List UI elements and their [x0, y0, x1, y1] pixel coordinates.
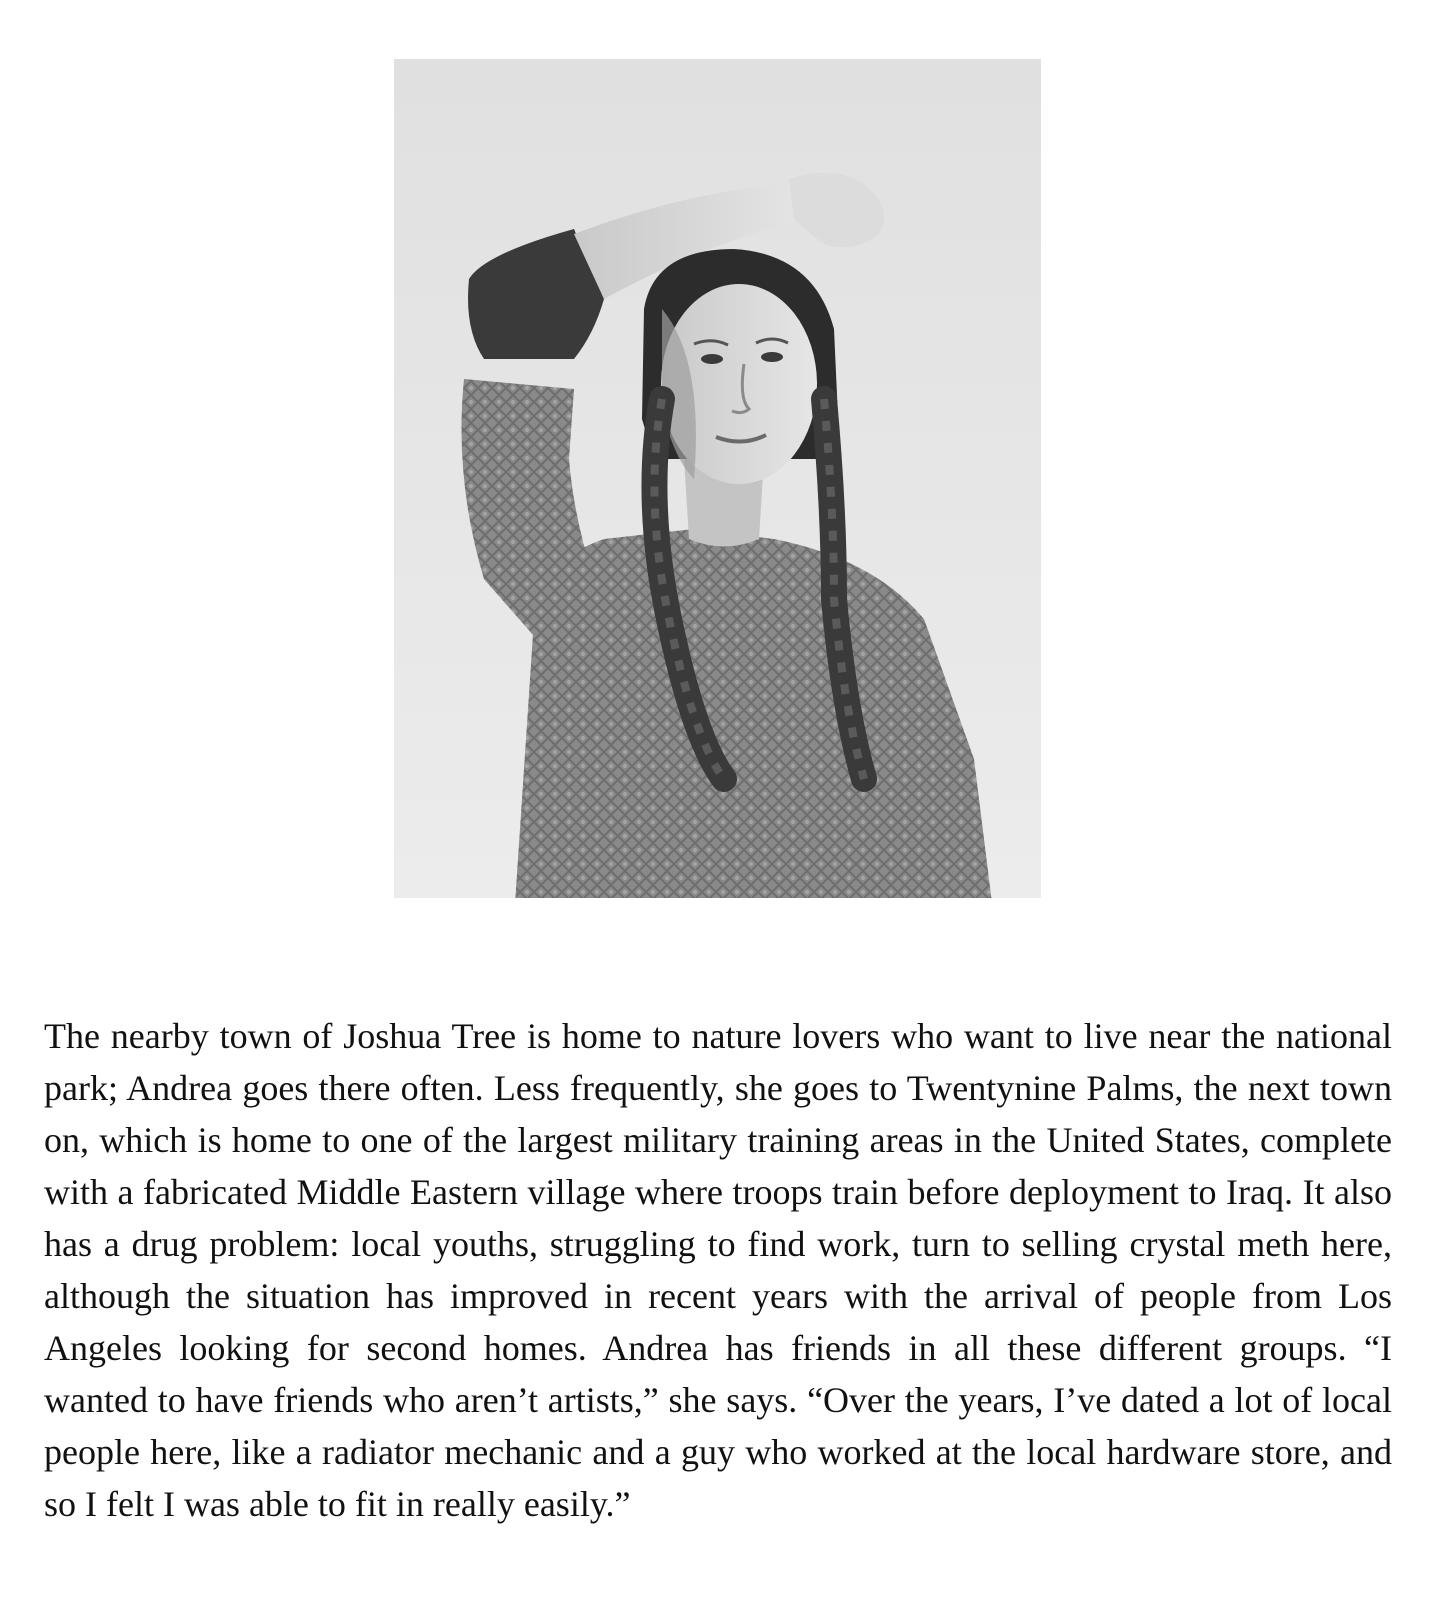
article-paragraph: The nearby town of Joshua Tree is home to nature lovers who want to live near the national park; Andrea goes there often. Less frequently, she goes to Twentynine Palms, the next town on, which is home to one of the largest military training areas in the United States, complete with a fabricated Middle Eastern village where troops train before deployment to Iraq. It also has a drug problem: local youths, struggling to find work, turn to selling crystal meth here, although the situation has improved in recent years with the arrival of people from Los Angeles looking for second homes. Andrea has friends in all these different groups. “I wanted to have friends who aren’t artists,” she says. “Over the years, I’ve dated a lot of local people here, like a radiator mechanic and a guy who worked at the local hardware store, and so I felt I was able to fit in really easily.” [44, 1016, 1392, 1524]
portrait-photo [394, 59, 1041, 898]
portrait-photo-icon [394, 59, 1041, 898]
